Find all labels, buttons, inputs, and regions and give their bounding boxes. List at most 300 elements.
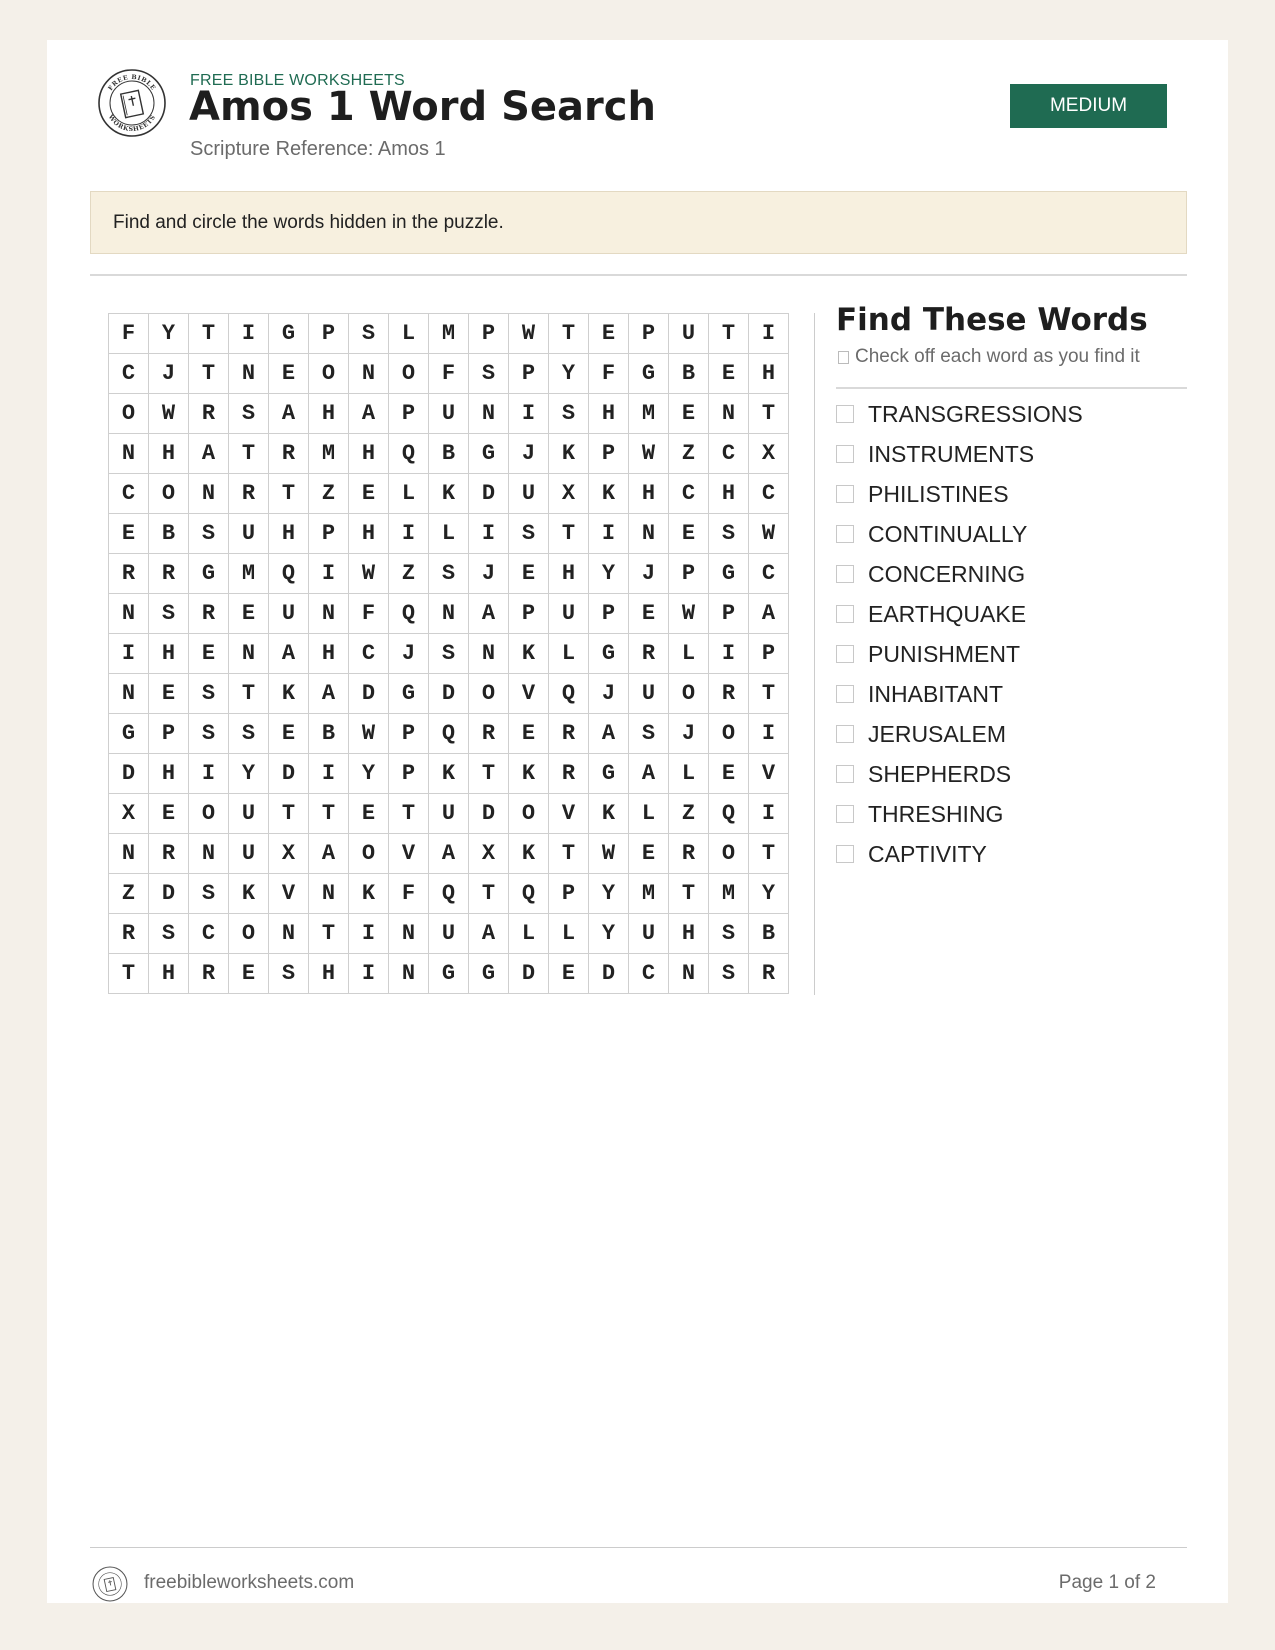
- grid-cell[interactable]: I: [389, 514, 429, 554]
- grid-cell[interactable]: N: [309, 594, 349, 634]
- grid-cell[interactable]: O: [189, 794, 229, 834]
- grid-cell[interactable]: B: [429, 434, 469, 474]
- grid-cell[interactable]: S: [229, 714, 269, 754]
- grid-cell[interactable]: T: [749, 834, 789, 874]
- grid-cell[interactable]: Y: [589, 874, 629, 914]
- grid-cell[interactable]: N: [469, 394, 509, 434]
- grid-cell[interactable]: S: [549, 394, 589, 434]
- grid-cell[interactable]: E: [269, 354, 309, 394]
- grid-cell[interactable]: Y: [589, 914, 629, 954]
- grid-cell[interactable]: N: [349, 354, 389, 394]
- grid-cell[interactable]: E: [109, 514, 149, 554]
- grid-cell[interactable]: P: [589, 434, 629, 474]
- grid-cell[interactable]: N: [109, 594, 149, 634]
- grid-cell[interactable]: X: [109, 794, 149, 834]
- grid-cell[interactable]: H: [749, 354, 789, 394]
- grid-cell[interactable]: E: [229, 594, 269, 634]
- grid-cell[interactable]: E: [509, 714, 549, 754]
- grid-cell[interactable]: Z: [669, 794, 709, 834]
- word-checkbox[interactable]: [836, 445, 854, 463]
- grid-cell[interactable]: H: [629, 474, 669, 514]
- word-checkbox[interactable]: [836, 845, 854, 863]
- grid-cell[interactable]: A: [309, 834, 349, 874]
- grid-cell[interactable]: N: [709, 394, 749, 434]
- grid-cell[interactable]: P: [149, 714, 189, 754]
- grid-cell[interactable]: I: [349, 914, 389, 954]
- grid-cell[interactable]: S: [429, 554, 469, 594]
- grid-cell[interactable]: D: [469, 474, 509, 514]
- grid-cell[interactable]: T: [189, 354, 229, 394]
- grid-cell[interactable]: R: [189, 394, 229, 434]
- grid-cell[interactable]: D: [149, 874, 189, 914]
- grid-cell[interactable]: P: [509, 354, 549, 394]
- grid-cell[interactable]: I: [189, 754, 229, 794]
- grid-cell[interactable]: Q: [389, 434, 429, 474]
- grid-cell[interactable]: W: [509, 314, 549, 354]
- grid-cell[interactable]: L: [429, 514, 469, 554]
- grid-cell[interactable]: T: [389, 794, 429, 834]
- word-checkbox[interactable]: [836, 805, 854, 823]
- word-checkbox[interactable]: [836, 565, 854, 583]
- grid-cell[interactable]: M: [429, 314, 469, 354]
- grid-cell[interactable]: E: [229, 954, 269, 994]
- grid-cell[interactable]: B: [669, 354, 709, 394]
- grid-cell[interactable]: R: [149, 554, 189, 594]
- grid-cell[interactable]: W: [629, 434, 669, 474]
- grid-cell[interactable]: R: [109, 554, 149, 594]
- grid-cell[interactable]: V: [549, 794, 589, 834]
- grid-cell[interactable]: C: [669, 474, 709, 514]
- grid-cell[interactable]: T: [309, 794, 349, 834]
- grid-cell[interactable]: P: [749, 634, 789, 674]
- grid-cell[interactable]: G: [189, 554, 229, 594]
- grid-cell[interactable]: T: [549, 514, 589, 554]
- grid-cell[interactable]: O: [389, 354, 429, 394]
- grid-cell[interactable]: C: [189, 914, 229, 954]
- grid-cell[interactable]: O: [349, 834, 389, 874]
- grid-cell[interactable]: R: [749, 954, 789, 994]
- grid-cell[interactable]: X: [269, 834, 309, 874]
- grid-cell[interactable]: H: [709, 474, 749, 514]
- grid-cell[interactable]: H: [149, 434, 189, 474]
- grid-cell[interactable]: T: [229, 674, 269, 714]
- grid-cell[interactable]: K: [349, 874, 389, 914]
- grid-cell[interactable]: R: [269, 434, 309, 474]
- grid-cell[interactable]: Y: [749, 874, 789, 914]
- grid-cell[interactable]: S: [709, 514, 749, 554]
- grid-cell[interactable]: E: [149, 674, 189, 714]
- grid-cell[interactable]: I: [229, 314, 269, 354]
- grid-cell[interactable]: A: [189, 434, 229, 474]
- grid-cell[interactable]: Q: [509, 874, 549, 914]
- grid-cell[interactable]: N: [269, 914, 309, 954]
- grid-cell[interactable]: G: [589, 754, 629, 794]
- grid-cell[interactable]: U: [549, 594, 589, 634]
- grid-cell[interactable]: R: [669, 834, 709, 874]
- grid-cell[interactable]: R: [469, 714, 509, 754]
- grid-cell[interactable]: R: [709, 674, 749, 714]
- grid-cell[interactable]: I: [309, 554, 349, 594]
- grid-cell[interactable]: A: [309, 674, 349, 714]
- grid-cell[interactable]: W: [349, 554, 389, 594]
- grid-cell[interactable]: U: [229, 794, 269, 834]
- grid-cell[interactable]: Y: [589, 554, 629, 594]
- grid-cell[interactable]: K: [429, 474, 469, 514]
- grid-cell[interactable]: T: [549, 834, 589, 874]
- grid-cell[interactable]: A: [269, 634, 309, 674]
- grid-cell[interactable]: T: [269, 474, 309, 514]
- grid-cell[interactable]: Y: [549, 354, 589, 394]
- grid-cell[interactable]: L: [629, 794, 669, 834]
- grid-cell[interactable]: P: [509, 594, 549, 634]
- grid-cell[interactable]: H: [349, 434, 389, 474]
- word-checkbox[interactable]: [836, 485, 854, 503]
- grid-cell[interactable]: T: [109, 954, 149, 994]
- grid-cell[interactable]: M: [229, 554, 269, 594]
- grid-cell[interactable]: B: [309, 714, 349, 754]
- grid-cell[interactable]: Q: [549, 674, 589, 714]
- grid-cell[interactable]: A: [269, 394, 309, 434]
- grid-cell[interactable]: L: [389, 474, 429, 514]
- grid-cell[interactable]: F: [589, 354, 629, 394]
- grid-cell[interactable]: I: [749, 794, 789, 834]
- grid-cell[interactable]: L: [509, 914, 549, 954]
- grid-cell[interactable]: R: [149, 834, 189, 874]
- grid-cell[interactable]: L: [669, 754, 709, 794]
- word-checkbox[interactable]: [836, 765, 854, 783]
- grid-cell[interactable]: U: [629, 914, 669, 954]
- grid-cell[interactable]: P: [389, 714, 429, 754]
- word-checkbox[interactable]: [836, 645, 854, 663]
- grid-cell[interactable]: O: [709, 834, 749, 874]
- grid-cell[interactable]: Q: [429, 874, 469, 914]
- grid-cell[interactable]: J: [389, 634, 429, 674]
- grid-cell[interactable]: O: [709, 714, 749, 754]
- grid-cell[interactable]: P: [629, 314, 669, 354]
- grid-cell[interactable]: G: [589, 634, 629, 674]
- grid-cell[interactable]: L: [389, 314, 429, 354]
- grid-cell[interactable]: C: [749, 554, 789, 594]
- grid-cell[interactable]: S: [629, 714, 669, 754]
- grid-cell[interactable]: P: [389, 394, 429, 434]
- grid-cell[interactable]: I: [469, 514, 509, 554]
- grid-cell[interactable]: L: [669, 634, 709, 674]
- grid-cell[interactable]: A: [429, 834, 469, 874]
- grid-cell[interactable]: Z: [669, 434, 709, 474]
- grid-cell[interactable]: N: [629, 514, 669, 554]
- grid-cell[interactable]: C: [109, 474, 149, 514]
- grid-cell[interactable]: K: [229, 874, 269, 914]
- grid-cell[interactable]: E: [269, 714, 309, 754]
- grid-cell[interactable]: E: [349, 474, 389, 514]
- grid-cell[interactable]: E: [549, 954, 589, 994]
- grid-cell[interactable]: K: [589, 474, 629, 514]
- grid-cell[interactable]: N: [389, 954, 429, 994]
- grid-cell[interactable]: X: [549, 474, 589, 514]
- grid-cell[interactable]: O: [469, 674, 509, 714]
- grid-cell[interactable]: O: [309, 354, 349, 394]
- grid-cell[interactable]: S: [269, 954, 309, 994]
- word-checkbox[interactable]: [836, 725, 854, 743]
- grid-cell[interactable]: M: [709, 874, 749, 914]
- grid-cell[interactable]: N: [189, 474, 229, 514]
- grid-cell[interactable]: I: [349, 954, 389, 994]
- grid-cell[interactable]: T: [469, 754, 509, 794]
- grid-cell[interactable]: H: [309, 394, 349, 434]
- grid-cell[interactable]: X: [469, 834, 509, 874]
- grid-cell[interactable]: I: [309, 754, 349, 794]
- grid-cell[interactable]: E: [669, 394, 709, 434]
- grid-cell[interactable]: W: [149, 394, 189, 434]
- grid-cell[interactable]: P: [709, 594, 749, 634]
- grid-cell[interactable]: Y: [229, 754, 269, 794]
- grid-cell[interactable]: A: [749, 594, 789, 634]
- grid-cell[interactable]: R: [229, 474, 269, 514]
- grid-cell[interactable]: G: [429, 954, 469, 994]
- grid-cell[interactable]: E: [189, 634, 229, 674]
- grid-cell[interactable]: N: [669, 954, 709, 994]
- grid-cell[interactable]: G: [109, 714, 149, 754]
- grid-cell[interactable]: H: [309, 634, 349, 674]
- grid-cell[interactable]: S: [709, 954, 749, 994]
- grid-cell[interactable]: T: [549, 314, 589, 354]
- grid-cell[interactable]: H: [309, 954, 349, 994]
- grid-cell[interactable]: T: [749, 674, 789, 714]
- grid-cell[interactable]: P: [309, 314, 349, 354]
- grid-cell[interactable]: D: [469, 794, 509, 834]
- grid-cell[interactable]: D: [109, 754, 149, 794]
- grid-cell[interactable]: W: [589, 834, 629, 874]
- grid-cell[interactable]: U: [669, 314, 709, 354]
- grid-cell[interactable]: G: [469, 434, 509, 474]
- grid-cell[interactable]: D: [509, 954, 549, 994]
- grid-cell[interactable]: T: [309, 914, 349, 954]
- grid-cell[interactable]: E: [509, 554, 549, 594]
- grid-cell[interactable]: U: [429, 394, 469, 434]
- grid-cell[interactable]: I: [109, 634, 149, 674]
- grid-cell[interactable]: C: [109, 354, 149, 394]
- grid-cell[interactable]: U: [429, 914, 469, 954]
- grid-cell[interactable]: Z: [389, 554, 429, 594]
- grid-cell[interactable]: S: [509, 514, 549, 554]
- grid-cell[interactable]: P: [549, 874, 589, 914]
- grid-cell[interactable]: V: [509, 674, 549, 714]
- grid-cell[interactable]: V: [269, 874, 309, 914]
- grid-cell[interactable]: K: [509, 634, 549, 674]
- grid-cell[interactable]: N: [429, 594, 469, 634]
- grid-cell[interactable]: P: [309, 514, 349, 554]
- word-checkbox[interactable]: [836, 525, 854, 543]
- grid-cell[interactable]: J: [149, 354, 189, 394]
- grid-cell[interactable]: F: [349, 594, 389, 634]
- grid-cell[interactable]: H: [349, 514, 389, 554]
- grid-cell[interactable]: N: [229, 634, 269, 674]
- grid-cell[interactable]: I: [749, 714, 789, 754]
- grid-cell[interactable]: S: [229, 394, 269, 434]
- grid-cell[interactable]: H: [669, 914, 709, 954]
- grid-cell[interactable]: K: [509, 754, 549, 794]
- footer-site-link[interactable]: freebibleworksheets.com: [144, 1572, 355, 1593]
- grid-cell[interactable]: T: [269, 794, 309, 834]
- grid-cell[interactable]: H: [549, 554, 589, 594]
- grid-cell[interactable]: U: [269, 594, 309, 634]
- grid-cell[interactable]: Q: [429, 714, 469, 754]
- grid-cell[interactable]: R: [629, 634, 669, 674]
- grid-cell[interactable]: J: [589, 674, 629, 714]
- grid-cell[interactable]: T: [709, 314, 749, 354]
- grid-cell[interactable]: E: [709, 754, 749, 794]
- grid-cell[interactable]: B: [149, 514, 189, 554]
- grid-cell[interactable]: H: [149, 954, 189, 994]
- grid-cell[interactable]: Y: [149, 314, 189, 354]
- grid-cell[interactable]: E: [669, 514, 709, 554]
- grid-cell[interactable]: U: [629, 674, 669, 714]
- grid-cell[interactable]: F: [429, 354, 469, 394]
- grid-cell[interactable]: A: [589, 714, 629, 754]
- grid-cell[interactable]: R: [189, 954, 229, 994]
- grid-cell[interactable]: C: [629, 954, 669, 994]
- grid-cell[interactable]: P: [669, 554, 709, 594]
- grid-cell[interactable]: E: [149, 794, 189, 834]
- grid-cell[interactable]: S: [469, 354, 509, 394]
- grid-cell[interactable]: O: [149, 474, 189, 514]
- grid-cell[interactable]: J: [629, 554, 669, 594]
- grid-cell[interactable]: U: [229, 834, 269, 874]
- grid-cell[interactable]: J: [669, 714, 709, 754]
- grid-cell[interactable]: E: [349, 794, 389, 834]
- grid-cell[interactable]: I: [709, 634, 749, 674]
- grid-cell[interactable]: A: [629, 754, 669, 794]
- grid-cell[interactable]: H: [149, 754, 189, 794]
- word-checkbox[interactable]: [836, 605, 854, 623]
- grid-cell[interactable]: J: [509, 434, 549, 474]
- grid-cell[interactable]: T: [229, 434, 269, 474]
- grid-cell[interactable]: H: [149, 634, 189, 674]
- grid-cell[interactable]: E: [709, 354, 749, 394]
- grid-cell[interactable]: Z: [109, 874, 149, 914]
- grid-cell[interactable]: D: [589, 954, 629, 994]
- grid-cell[interactable]: S: [149, 594, 189, 634]
- grid-cell[interactable]: I: [509, 394, 549, 434]
- grid-cell[interactable]: J: [469, 554, 509, 594]
- grid-cell[interactable]: F: [109, 314, 149, 354]
- grid-cell[interactable]: R: [109, 914, 149, 954]
- grid-cell[interactable]: Y: [349, 754, 389, 794]
- grid-cell[interactable]: G: [269, 314, 309, 354]
- grid-cell[interactable]: N: [109, 434, 149, 474]
- grid-cell[interactable]: A: [349, 394, 389, 434]
- grid-cell[interactable]: L: [549, 914, 589, 954]
- grid-cell[interactable]: S: [429, 634, 469, 674]
- grid-cell[interactable]: W: [749, 514, 789, 554]
- grid-cell[interactable]: K: [269, 674, 309, 714]
- grid-cell[interactable]: G: [469, 954, 509, 994]
- grid-cell[interactable]: P: [469, 314, 509, 354]
- grid-cell[interactable]: O: [229, 914, 269, 954]
- grid-cell[interactable]: O: [509, 794, 549, 834]
- grid-cell[interactable]: N: [109, 674, 149, 714]
- grid-cell[interactable]: I: [589, 514, 629, 554]
- grid-cell[interactable]: C: [709, 434, 749, 474]
- grid-cell[interactable]: P: [589, 594, 629, 634]
- grid-cell[interactable]: U: [429, 794, 469, 834]
- grid-cell[interactable]: G: [709, 554, 749, 594]
- grid-cell[interactable]: D: [349, 674, 389, 714]
- grid-cell[interactable]: S: [189, 674, 229, 714]
- grid-cell[interactable]: N: [109, 834, 149, 874]
- grid-cell[interactable]: I: [749, 314, 789, 354]
- grid-cell[interactable]: W: [349, 714, 389, 754]
- grid-cell[interactable]: T: [749, 394, 789, 434]
- grid-cell[interactable]: Q: [269, 554, 309, 594]
- grid-cell[interactable]: S: [349, 314, 389, 354]
- grid-cell[interactable]: V: [749, 754, 789, 794]
- grid-cell[interactable]: K: [429, 754, 469, 794]
- grid-cell[interactable]: E: [629, 834, 669, 874]
- grid-cell[interactable]: H: [589, 394, 629, 434]
- grid-cell[interactable]: Q: [389, 594, 429, 634]
- grid-cell[interactable]: X: [749, 434, 789, 474]
- grid-cell[interactable]: A: [469, 594, 509, 634]
- grid-cell[interactable]: L: [549, 634, 589, 674]
- grid-cell[interactable]: N: [309, 874, 349, 914]
- grid-cell[interactable]: O: [669, 674, 709, 714]
- grid-cell[interactable]: M: [629, 874, 669, 914]
- grid-cell[interactable]: S: [189, 714, 229, 754]
- grid-cell[interactable]: M: [309, 434, 349, 474]
- grid-cell[interactable]: S: [189, 514, 229, 554]
- grid-cell[interactable]: B: [749, 914, 789, 954]
- grid-cell[interactable]: R: [189, 594, 229, 634]
- grid-cell[interactable]: M: [629, 394, 669, 434]
- grid-cell[interactable]: K: [509, 834, 549, 874]
- grid-cell[interactable]: W: [669, 594, 709, 634]
- grid-cell[interactable]: E: [629, 594, 669, 634]
- grid-cell[interactable]: K: [549, 434, 589, 474]
- grid-cell[interactable]: D: [269, 754, 309, 794]
- grid-cell[interactable]: G: [389, 674, 429, 714]
- grid-cell[interactable]: C: [349, 634, 389, 674]
- grid-cell[interactable]: O: [109, 394, 149, 434]
- grid-cell[interactable]: V: [389, 834, 429, 874]
- grid-cell[interactable]: R: [549, 754, 589, 794]
- grid-cell[interactable]: K: [589, 794, 629, 834]
- grid-cell[interactable]: N: [189, 834, 229, 874]
- grid-cell[interactable]: N: [229, 354, 269, 394]
- grid-cell[interactable]: U: [229, 514, 269, 554]
- grid-cell[interactable]: T: [469, 874, 509, 914]
- word-checkbox[interactable]: [836, 685, 854, 703]
- grid-cell[interactable]: S: [149, 914, 189, 954]
- grid-cell[interactable]: T: [189, 314, 229, 354]
- grid-cell[interactable]: R: [549, 714, 589, 754]
- grid-cell[interactable]: N: [469, 634, 509, 674]
- grid-cell[interactable]: S: [709, 914, 749, 954]
- grid-cell[interactable]: C: [749, 474, 789, 514]
- grid-cell[interactable]: S: [189, 874, 229, 914]
- grid-cell[interactable]: P: [389, 754, 429, 794]
- grid-cell[interactable]: A: [469, 914, 509, 954]
- grid-cell[interactable]: F: [389, 874, 429, 914]
- word-checkbox[interactable]: [836, 405, 854, 423]
- grid-cell[interactable]: H: [269, 514, 309, 554]
- grid-cell[interactable]: T: [669, 874, 709, 914]
- grid-cell[interactable]: G: [629, 354, 669, 394]
- grid-cell[interactable]: U: [509, 474, 549, 514]
- grid-cell[interactable]: Z: [309, 474, 349, 514]
- grid-cell[interactable]: Q: [709, 794, 749, 834]
- grid-cell[interactable]: N: [389, 914, 429, 954]
